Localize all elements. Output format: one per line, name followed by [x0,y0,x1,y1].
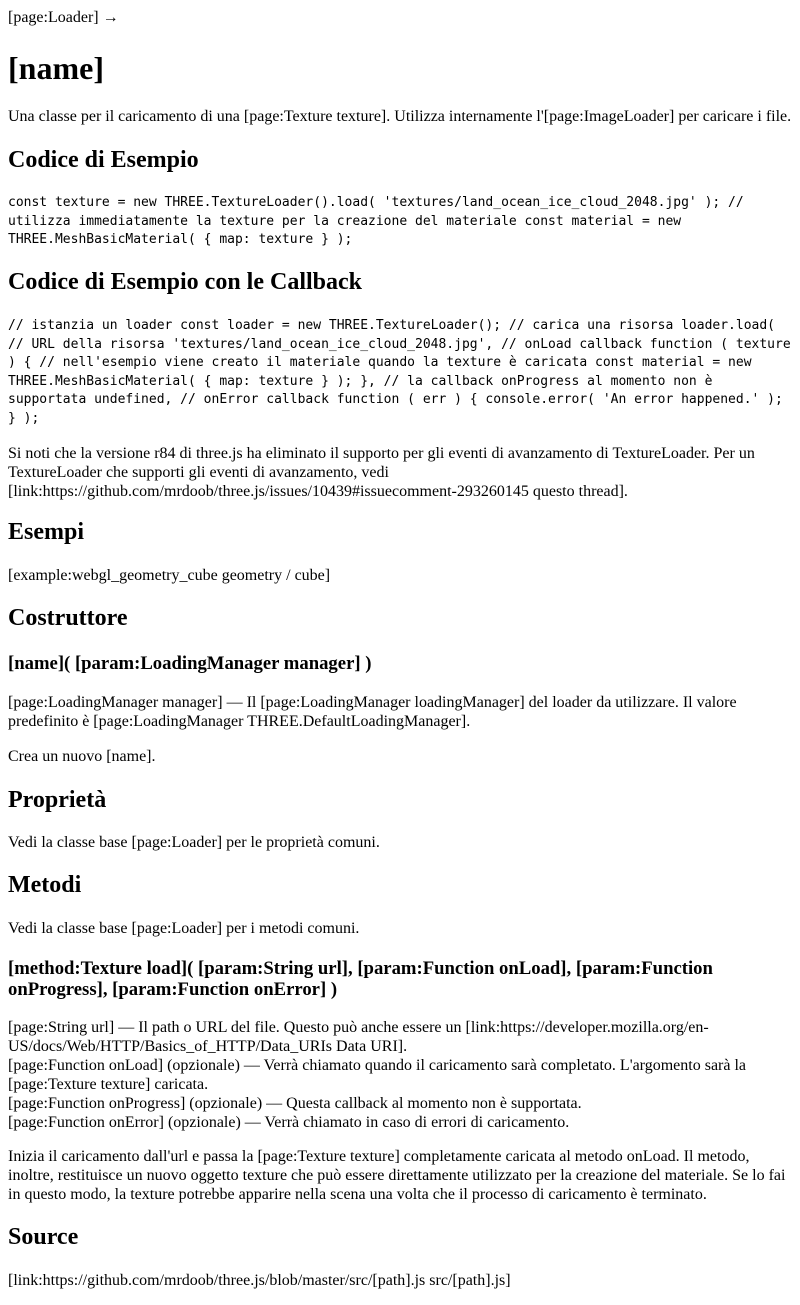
constructor-param: [page:LoadingManager manager] — Il [page:LoadingManager loadingManager] del loader da utilizzare. Il valore predefinito è [page:LoadingManager THREE.DefaultLoadingManager]. [8,694,737,730]
load-method-signature: [method:Texture load]( [param:String url], [param:Function onLoad], [param:Function onProgress], [param:Function onError] ) [8,958,713,1000]
constructor-heading: Costruttore [8,605,128,631]
callback-code-block: // istanzia un loader const loader = new THREE.TextureLoader(); // carica una risorsa loader.load( // URL della risorsa 'textures/land_ocean_ice_cloud_2048.jpg', // onLoad callback function ( texture ) { // nell'esempio viene creato il materiale quando la texture è caricata const material = new THREE.MeshBasicMaterial( { map: texture } ); }, // la callback onProgress al momento non è supportata undefined, // onError callback function ( err ) { console.error( 'An error happened.' ); } ); [8,318,791,426]
source-heading: Source [8,1224,79,1250]
param-url: [page:String url] — Il path o URL del file. Questo può anche essere un [link:https://developer.mozilla.org/en-US/docs/Web/HTTP/Basics_of_HTTP/Data_URIs Data URI]. [8,1019,709,1055]
callback-code-heading: Codice di Esempio con le Callback [8,269,363,295]
examples-heading: Esempi [8,519,85,545]
source-link: [link:https://github.com/mrdoob/three.js/blob/master/src/[path].js src/[path].js] [8,1272,511,1289]
load-params [8,1018,792,1132]
param-onload: [page:Function onLoad] (opzionale) — Verrà chiamato quando il caricamento sarà completato. L'argomento sarà la [page:Texture texture] caricata. [8,1057,747,1093]
constructor-desc: Crea un nuovo [name]. [8,748,156,765]
example-code-block: const texture = new THREE.TextureLoader().load( 'textures/land_ocean_ice_cloud_2048.jpg' ); // utilizza immediatamente la texture per la creazione del materiale const material = new THREE.MeshBasicMaterial( { map: texture } ); [8,195,744,247]
page-title: [name] [8,50,104,86]
properties-heading: Proprietà [8,787,107,813]
intro-text: Una classe per il caricamento di una [page:Texture texture]. Utilizza internamente l'[page:ImageLoader] per caricare i file. [8,108,792,125]
methods-heading: Metodi [8,872,82,898]
breadcrumb: [page:Loader] → [8,9,119,26]
load-desc: Inizia il caricamento dall'url e passa la [page:Texture texture] completamente caricata al metodo onLoad. Il metodo, inoltre, restituisce un nuovo oggetto texture che può essere direttamente utilizzato per la creazione del materiale. Se lo fai in questo modo, la texture potrebbe apparire nella scena una volta che il processo di caricamento è terminato. [8,1148,786,1203]
methods-text: Vedi la classe base [page:Loader] per i metodi comuni. [8,920,360,937]
properties-text: Vedi la classe base [page:Loader] per le proprietà comuni. [8,834,380,851]
param-onerror: [page:Function onError] (opzionale) — Verrà chiamato in caso di errori di caricamento. [8,1114,570,1131]
example-code-heading: Codice di Esempio [8,147,199,173]
progress-note: Si noti che la versione r84 di three.js ha eliminato il supporto per gli eventi di avanzamento di TextureLoader. Per un TextureLoader che supporti gli eventi di avanzamento, vedi [link:https://github.com/mrdoob/three.js/issues/10439#issuecomment-293260145 questo thread]. [8,445,755,500]
constructor-signature: [name]( [param:LoadingManager manager] ) [8,653,372,674]
param-onprogress: [page:Function onProgress] (opzionale) — Questa callback al momento non è supportata. [8,1095,582,1112]
examples-link: [example:webgl_geometry_cube geometry / cube] [8,567,331,584]
